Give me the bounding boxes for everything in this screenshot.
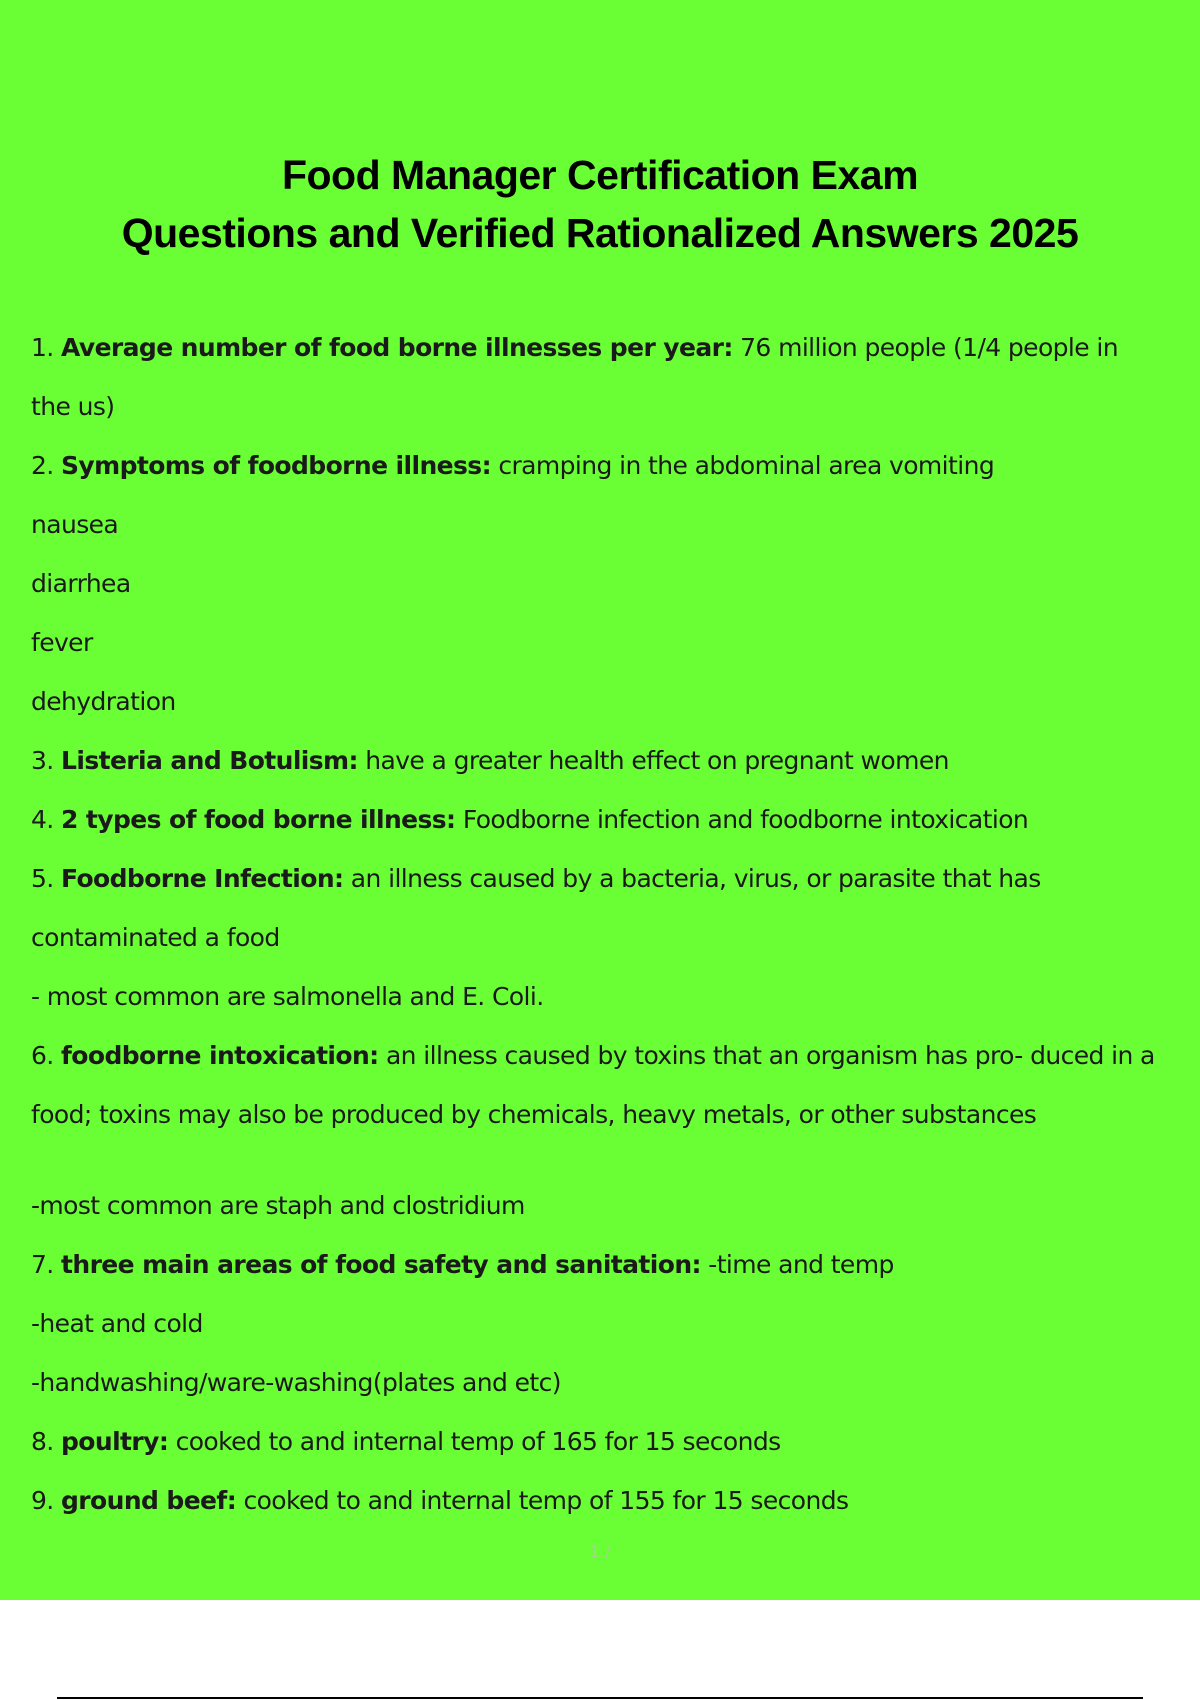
qa-item-5 — [31, 858, 1196, 917]
item-answer-line: diarrhea — [31, 569, 131, 598]
item-answer-line: fever — [31, 628, 93, 657]
item-number: 7. — [31, 1250, 54, 1279]
item-term: three main areas of food safety and sanitation: — [61, 1250, 701, 1279]
item-answer-line: -handwashing/ware-washing(plates and etc) — [31, 1368, 561, 1397]
item-number: 2. — [31, 451, 54, 480]
item-answer: cooked to and internal temp of 165 for 15 seconds — [175, 1427, 781, 1456]
item-number: 5. — [31, 864, 54, 893]
qa-list — [31, 327, 1196, 1539]
item-answer-continuation: contaminated a food — [31, 923, 280, 952]
item-answer-line: nausea — [31, 510, 119, 539]
item-number: 6. — [31, 1041, 54, 1070]
item-term: Symptoms of foodborne illness: — [61, 451, 491, 480]
item-term: 2 types of food borne illness: — [61, 805, 456, 834]
item-term: foodborne intoxication: — [61, 1041, 379, 1070]
qa-item-6 — [31, 1035, 1196, 1094]
item-answer-continuation: the us) — [31, 392, 115, 421]
document-title-line-1: Food Manager Certification Exam — [281, 152, 919, 198]
item-term: Listeria and Botulism: — [61, 746, 358, 775]
item-number: 4. — [31, 805, 54, 834]
item-answer: cooked to and internal temp of 155 for 15 seconds — [243, 1486, 849, 1515]
item-answer: Foodborne infection and foodborne intoxication — [462, 805, 1029, 834]
qa-item-7 — [31, 1244, 1196, 1303]
qa-item-1 — [31, 327, 1196, 386]
item-term: poultry: — [61, 1427, 169, 1456]
item-term: Foodborne Infection: — [61, 864, 344, 893]
item-number: 9. — [31, 1486, 54, 1515]
item-number: 1. — [31, 333, 54, 362]
item-answer: -time and temp — [708, 1250, 894, 1279]
item-number: 3. — [31, 746, 54, 775]
document-title-line-2: Questions and Verified Rationalized Answers 2025 — [121, 210, 1079, 256]
item-answer: an illness caused by a bacteria, virus, or parasite that has — [350, 864, 1041, 893]
item-answer: have a greater health effect on pregnant women — [365, 746, 949, 775]
item-answer-line: dehydration — [31, 687, 176, 716]
item-term: Average number of food borne illnesses per year: — [61, 333, 733, 362]
qa-item-8 — [31, 1421, 1196, 1480]
page-number: 1 / — [589, 1542, 611, 1561]
qa-item-3 — [31, 740, 1196, 799]
item-answer-line: -heat and cold — [31, 1309, 203, 1338]
item-answer: cramping in the abdominal area vomiting — [498, 451, 995, 480]
item-number: 8. — [31, 1427, 54, 1456]
qa-item-9 — [31, 1480, 1196, 1539]
footer-divider — [57, 1697, 1143, 1699]
item-note: -most common are staph and clostridium — [31, 1191, 525, 1220]
item-answer: 76 million people (1/4 people in — [740, 333, 1118, 362]
qa-item-4 — [31, 799, 1196, 858]
item-answer-continuation: food; toxins may also be produced by chemicals, heavy metals, or other substances — [31, 1100, 1037, 1129]
item-term: ground beef: — [61, 1486, 237, 1515]
item-answer: an illness caused by toxins that an organism has pro- duced in a — [385, 1041, 1155, 1070]
item-note: - most common are salmonella and E. Coli. — [31, 982, 544, 1011]
qa-item-2 — [31, 445, 1196, 504]
